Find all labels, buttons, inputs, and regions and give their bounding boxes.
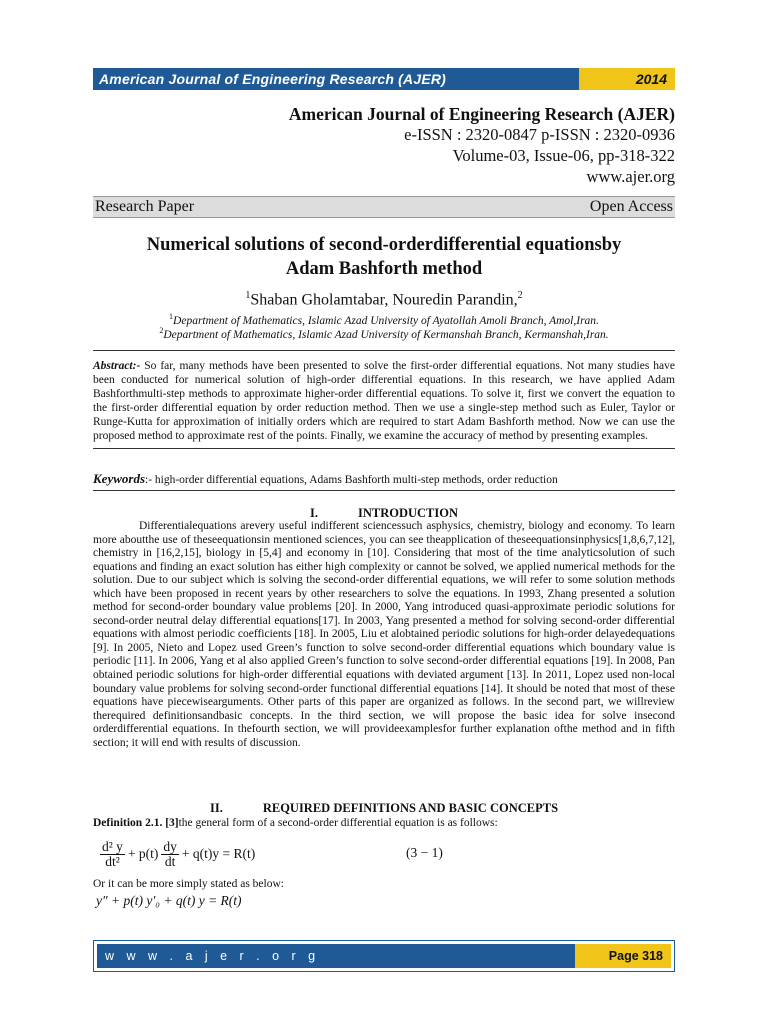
abstract-box [93,350,675,449]
section-2-number: II. [209,801,223,815]
introduction-paragraph: Differentialequations arevery useful indifferent sciencessuch asphysics, chemistry, biology and economy. To learn more aboutthe use of theseequationsin mentioned sciences, you can see theapplication of theseequationsinphysics[1,8,6,7,12], chemistry in [16,2,15], biology in [5,4] and economy in [10]. Considering that most of the time analyticsolution of such equations and finding an exact solution has either high complexity or cannot be solved, we applied numerical methods for the solution. Due to our subject which is solving the second-order differential equations, we will refer to some solution methods which have been proposed in recent years by other researchers to solve the equations. In 1993, Zhang presented a solution method for second-order boundary value problems [20]. In 2000, Yang introduced quasi-approximate periodic solutions for second-order neutral delay differential equations[17]. In 2003, Yang presented a method for solving second-order differential equations with almost periodic coefficients [18]. In 2005, Liu et alobtained periodic solutions for high-order delayedequations [9]. In 2005, Nieto and Lopez used Green’s function to solve second-order differential equations which boundary value is periodic [11]. In 2006, Yang et al also applied Green’s function to solve second-order differential equations [19]. In 2008, Pan obtained periodic solutions for high-order differential equations with deviated argument [13]. In 2011, Lopez used non-local boundary value problems for solving second-order functional differential equations [14]. It should be noted that most of these equations have piecewisearguments. Other parts of this paper are organized as follows. In the second part, we willreview therequired definitionsandbasic concepts. In the third section, we will propose the basic idea for solve insecond orderdifferential equations. In thefourth section, we will provideexamplesfor further explanation ofthe method and in fifth section; it will end with results of discussion. [93,520,675,749]
paper-title [93,233,675,281]
section-2-title: REQUIRED DEFINITIONS AND BASIC CONCEPTS [262,801,559,815]
author-sup-2: 2 [517,290,523,301]
definition-text: the general form of a second-order differential equation is as follows: [178,817,498,829]
eq1-frac2-denominator: dt [164,853,176,869]
equation-number: (3 − 1) [406,845,443,860]
paper-type-bar [93,196,675,218]
affiliation-2-sup: 2 [159,326,164,335]
section-1-number: I. [309,506,318,520]
section-1-heading [93,506,675,521]
eq1-frac1-numerator: d² y [102,838,123,854]
section-2-heading [93,801,675,816]
paper-authors [93,290,675,309]
affiliation-2 [93,324,675,342]
eq1-frac2-numerator: dy [163,838,177,854]
keywords-text: :- high-order differential equations, Adams Bashforth multi-step methods, order reduction [145,474,558,486]
eq1-frac1-denominator: dt² [105,853,120,869]
journal-issn: e-ISSN : 2320-0847 p-ISSN : 2320-0936 [404,125,675,144]
affiliation-1-text: Department of Mathematics, Islamic Azad University of Ayatollah Amoli Branch, Amol,Iran. [173,314,599,327]
definition-2-1 [93,816,675,830]
footer-banner [93,940,675,972]
journal-header-banner [93,68,675,90]
abstract-text: So far, many methods have been presented to solve the first-order differential equations. Not many studies have been conducted for numerical solution of high-order differential equations. In this research, we have applied Adam Bashforthmulti-step methods to approximate higher-order differential equations. To solve it, first we convert the equation to the first-order differential equation by order reduction method. Then we use a single-step method such as Euler, Taylor or Runge-Kutta for approximation of initially orders which are required to start Adam Bashforth method. Now we can use the proposed method to approximate rest of the points. Finally, we examine the accuracy of method by presenting examples. [93,360,675,442]
journal-title: American Journal of Engineering Research (AJER) [288,104,675,124]
section-1-title: INTRODUCTION [357,506,458,520]
equation-simple-form: y″ + p(t) y′₀ + q(t) y = R(t) [96,893,242,908]
keywords-line [93,472,675,491]
paper-type-label: Research Paper [95,198,195,215]
equation-3-1 [100,836,675,872]
journal-banner-title: American Journal of Engineering Research (AJER) [93,68,579,90]
eq1-fraction-1 [100,840,125,869]
affiliation-2-text: Department of Mathematics, Islamic Azad University of Kermanshah Branch, Kermanshah,Iran. [163,328,609,341]
eq1-p-term: + p(t) [127,846,159,861]
eq1-fraction-2 [161,840,179,869]
paper-title-line2: Adam Bashforth method [285,259,483,279]
author-sup-1: 1 [245,290,251,301]
simpler-form-text: Or it can be more simply stated as below: [93,878,284,890]
journal-volume: Volume-03, Issue-06, pp-318-322 [452,146,675,165]
paper-title-line1: Numerical solutions of second-orderdifferential equationsby [146,235,622,255]
abstract-label: Abstract:- [93,360,141,372]
journal-banner-year: 2014 [579,68,675,90]
author-names: Shaban Gholamtabar, Nouredin Parandin, [250,291,518,309]
keywords-label: Keywords [93,471,145,486]
journal-website: www.ajer.org [586,167,675,186]
footer-page-number: Page 318 [575,944,671,968]
eq1-rest: + q(t)y = R(t) [181,846,256,861]
affiliation-1-sup: 1 [169,312,174,321]
definition-label: Definition 2.1. [3] [93,817,179,829]
access-type-label: Open Access [589,198,673,215]
footer-website: w w w . a j e r . o r g [97,944,575,968]
